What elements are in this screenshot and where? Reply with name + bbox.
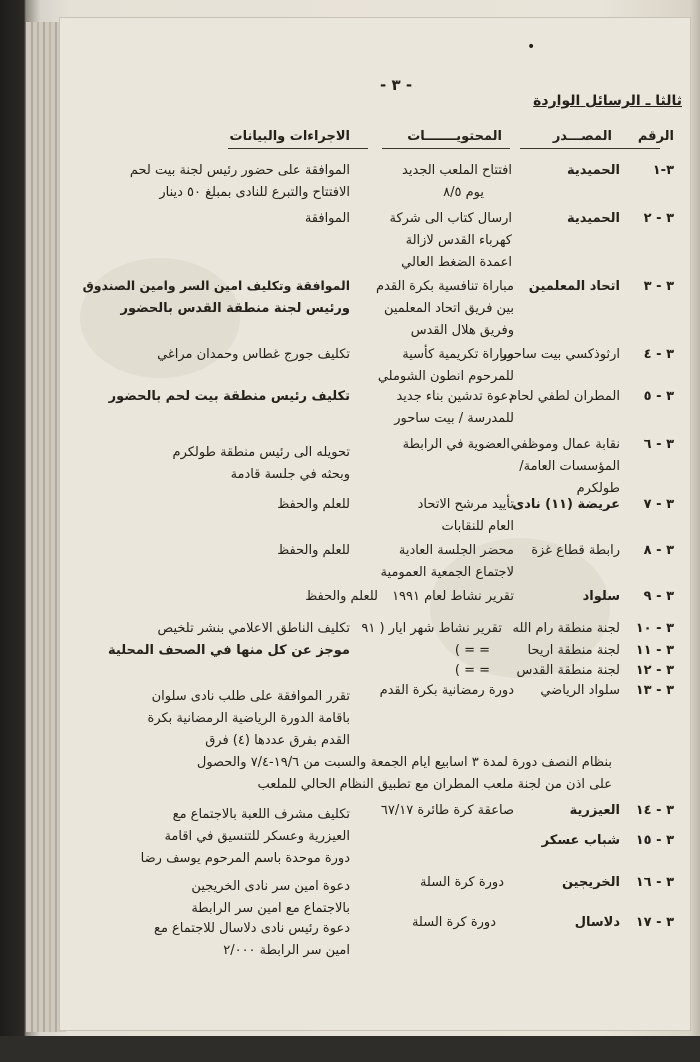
row-action-line: امين سر الرابطة ٢/٠٠٠ [223, 943, 350, 958]
row-number: ٣ - ١١ [635, 643, 674, 658]
row-action-line: الموافقة على حضور رئيس لجنة بيت لحم [129, 163, 350, 178]
row-number: ٣ - ٩ [643, 589, 674, 604]
row-contents-line: = = ) [454, 663, 490, 678]
document-page [60, 18, 690, 1030]
row-source: سلواد [582, 589, 620, 604]
note-line: بنظام النصف دورة لمدة ٣ اسابيع ايام الجمعة والسبت من ١٩/٦-٧/٤ والحصول [196, 755, 612, 770]
row-source: الحميدية [566, 211, 620, 226]
row-contents-line: العضوية في الرابطة [402, 437, 510, 452]
row-number: ٣ - ٧ [643, 497, 674, 512]
row-number: ٣ - ٤ [643, 347, 674, 362]
row-contents-line: تقرير نشاط لعام ١٩٩١ [392, 589, 514, 604]
row-contents-line: صاعقة كرة طائرة ٦٧/١٧ [380, 803, 514, 818]
row-source: العيزرية [569, 803, 620, 818]
row-contents-line: تأييد مرشح الاتحاد [417, 497, 514, 512]
row-contents-line: = = ) [454, 643, 490, 658]
note-line: على اذن من لجنة ملعب المطران مع تطبيق النظام الحالي للملعب [257, 777, 612, 792]
row-source: الخريجين [561, 875, 620, 890]
row-contents-line: كهرباء القدس لازالة [405, 233, 512, 248]
row-action-line: للعلم والحفظ [277, 543, 350, 558]
page-mark: • [527, 39, 536, 55]
row-number: ٣-١ [652, 163, 674, 178]
row-number: ٣ - ١٢ [635, 663, 674, 678]
row-number: ٣ - ١٠ [635, 621, 674, 636]
row-action-line: تكليف رئيس منطقة بيت لحم بالحضور [108, 389, 350, 404]
row-contents-line: مباراة تنافسية بكرة القدم [376, 279, 514, 294]
page-number: - ٣ - [380, 76, 413, 94]
row-contents-line: محضر الجلسة العادية [398, 543, 514, 558]
row-source: دلاسال [574, 915, 620, 930]
row-action-line: باقامة الدورة الرياضية الرمضانية بكرة [147, 711, 350, 726]
header-number: الرقم [637, 129, 674, 144]
row-number: ٣ - ٥ [643, 389, 674, 404]
header-rule [228, 148, 368, 149]
row-action-line: دورة موحدة باسم المرحوم يوسف رضا [140, 851, 350, 866]
row-contents-line: لاجتماع الجمعية العمومية [380, 565, 514, 580]
row-action-line: ورئيس لجنة منطقة القدس بالحضور [120, 301, 350, 316]
header-rule [520, 148, 660, 149]
row-source: المطران لطفي لحام [509, 389, 620, 404]
row-number: ٣ - ٢ [643, 211, 674, 226]
row-number: ٣ - ٦ [643, 437, 674, 452]
row-action-line: دعوة امين سر نادى الخريجين [191, 879, 350, 894]
row-action-line: تحويله الى رئيس منطقة طولكرم [172, 445, 350, 460]
row-contents-line: بين فريق اتحاد المعلمين [383, 301, 514, 316]
row-action-line: تكليف مشرف اللعبة بالاجتماع مع [172, 807, 350, 822]
row-action-line: تقرر الموافقة على طلب نادى سلوان [151, 689, 350, 704]
row-source: رابطة قطاع غزة [531, 543, 620, 558]
row-contents-line: للمرحوم انطون الشوملي [377, 369, 514, 384]
row-number: ٣ - ١٦ [635, 875, 674, 890]
header-contents: المحتويـــــــات [407, 129, 502, 144]
row-source: الحميدية [566, 163, 620, 178]
row-action-line: للعلم والحفظ [305, 589, 378, 604]
header-source: المصـــدر [552, 129, 612, 144]
header-actions: الاجراءات والبيانات [229, 129, 350, 144]
row-number: ٣ - ١٣ [635, 683, 674, 698]
row-contents-line: وفريق هلال القدس [410, 323, 514, 338]
row-source: سلواد الرياضي [540, 683, 620, 698]
row-number: ٣ - ٨ [643, 543, 674, 558]
section-title: ثالثا ـ الرسائل الواردة [533, 93, 682, 109]
row-action-line: موجز عن كل منها في الصحف المحلية [108, 643, 350, 658]
row-contents-line: ارسال كتاب الى شركة [389, 211, 512, 226]
row-source-line: نقابة عمال وموظفي [510, 437, 620, 452]
row-contents-line: اعمدة الضغط العالي [401, 255, 512, 270]
row-action-line: وبحثه في جلسة قادمة [230, 467, 350, 482]
row-contents-line: مباراة تكريمية كأسية [402, 347, 514, 362]
row-action-line: الافتتاح والتبرع للنادى بمبلغ ٥٠ دينار [159, 185, 350, 200]
row-contents-line: دعوة تدشين بناء جديد [396, 389, 514, 404]
row-source-line: طولكرم [576, 481, 620, 496]
row-action-line: دعوة رئيس نادى دلاسال للاجتماع مع [154, 921, 350, 936]
row-number: ٣ - ١٥ [635, 833, 674, 848]
row-contents-line: العام للنقابات [441, 519, 514, 534]
row-number: ٣ - ٣ [643, 279, 674, 294]
row-action-line: الموافقة وتكليف امين السر وامين الصندوق [82, 278, 350, 293]
row-action-line: العيزرية وعسكر للتنسيق في اقامة [164, 829, 350, 844]
row-contents-line: دورة كرة السلة [411, 915, 496, 930]
scanner-bottom-edge [0, 1036, 700, 1062]
row-number: ٣ - ١٧ [635, 915, 674, 930]
row-source-line: المؤسسات العامة/ [519, 459, 620, 474]
row-contents-line: يوم ٨/٥ [443, 185, 484, 200]
row-contents-line: تقرير نشاط شهر ايار ( ٩١ [361, 621, 502, 636]
row-contents-line: دورة رمضانية بكرة القدم [379, 683, 514, 698]
row-source: عريضة (١١) نادى [512, 497, 620, 512]
row-source: لجنة منطقة اريحا [527, 643, 620, 658]
row-contents-line: افتتاح الملعب الجديد [402, 163, 512, 178]
row-source: لجنة منطقة رام الله [512, 621, 620, 636]
row-action-line: بالاجتماع مع امين سر الرابطة [191, 901, 350, 916]
row-source: شباب عسكر [541, 833, 620, 848]
row-action-line: القدم بفرق عددها (٤) فرق [205, 733, 350, 748]
row-source: لجنة منطقة القدس [516, 663, 620, 678]
row-source: اتحاد المعلمين [528, 279, 620, 294]
header-rule [382, 148, 510, 149]
row-action-line: الموافقة [304, 211, 350, 226]
row-contents-line: للمدرسة / بيت ساحور [394, 411, 514, 426]
row-action-line: تكليف الناطق الاعلامي بنشر تلخيص [157, 621, 350, 636]
row-number: ٣ - ١٤ [635, 803, 674, 818]
row-contents-line: دورة كرة السلة [419, 875, 504, 890]
row-action-line: تكليف جورج غطاس وحمدان مراغي [157, 347, 350, 362]
row-action-line: للعلم والحفظ [277, 497, 350, 512]
row-source: ارثوذكسي بيت ساحور [500, 347, 620, 362]
